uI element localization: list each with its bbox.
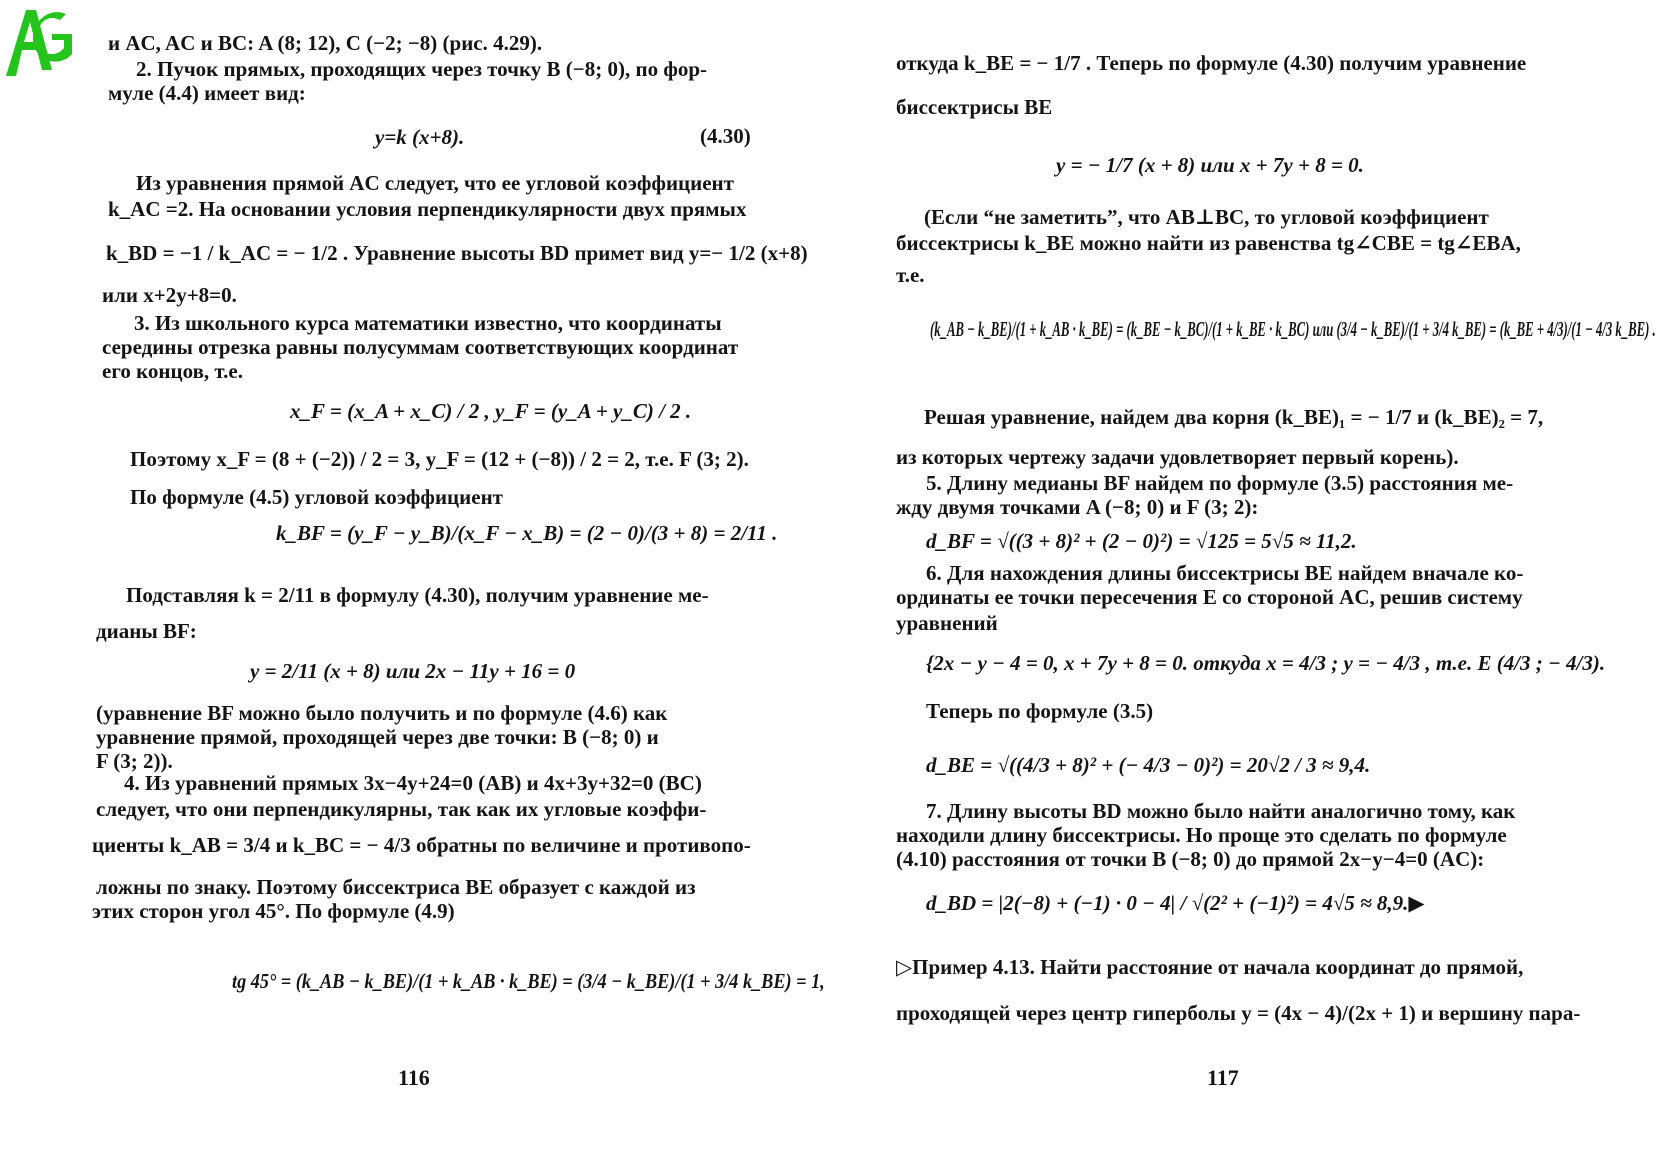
text-line: и AC, AC и BC: A (8; 12), C (−2; −8) (рис. 4.29). bbox=[108, 31, 543, 55]
formula-line: y = 2/11 (x + 8) или 2x − 11y + 16 = 0 bbox=[250, 659, 576, 683]
text-line: уравнений bbox=[896, 611, 998, 635]
formula-line: d_BD = |2(−8) + (−1) · 0 − 4| / √(2² + (−1)²) = 4√5 ≈ 8,9.▶ bbox=[926, 891, 1425, 915]
formula-line: y = − 1/7 (x + 8) или x + 7y + 8 = 0. bbox=[1056, 153, 1364, 177]
text-line: (4.10) расстояния от точки B (−8; 0) до прямой 2x−y−4=0 (AC): bbox=[896, 847, 1485, 871]
text-line: его концов, т.е. bbox=[102, 359, 243, 383]
formula-line: tg 45° = (k_AB − k_BE)/(1 + k_AB · k_BE) = (3/4 − k_BE)/(1 + 3/4 k_BE) = 1, bbox=[232, 969, 825, 993]
text-line: этих сторон угол 45°. По формуле (4.9) bbox=[92, 899, 455, 923]
text-line: 5. Длину медианы BF найдем по формуле (3.5) расстояния ме- bbox=[926, 471, 1514, 495]
text-line: муле (4.4) имеет вид: bbox=[108, 81, 306, 105]
formula-line: k_BF = (y_F − y_B)/(x_F − x_B) = (2 − 0)/(3 + 8) = 2/11 . bbox=[276, 521, 778, 545]
equation-number-4-30: (4.30) bbox=[700, 124, 751, 148]
text-line: жду двумя точками A (−8; 0) и F (3; 2): bbox=[896, 495, 1259, 519]
text-line: биссектрисы BE bbox=[896, 95, 1053, 119]
text-line: циенты k_AB = 3/4 и k_BC = − 4/3 обратны по величине и противопо- bbox=[92, 833, 751, 857]
text-line: Из уравнения прямой AC следует, что ее угловой коэффициент bbox=[136, 171, 734, 195]
text-line: или x+2y+8=0. bbox=[102, 283, 237, 307]
text-line: ординаты ее точки пересечения E со стороной AC, решив систему bbox=[896, 585, 1523, 609]
text-line: 3. Из школьного курса математики известно, что координаты bbox=[134, 311, 722, 335]
text-line: Теперь по формуле (3.5) bbox=[926, 699, 1154, 723]
text-line: Решая уравнение, найдем два корня (k_BE)₁ = − 1/7 и (k_BE)₂ = 7, bbox=[924, 405, 1544, 429]
right-page bbox=[896, 0, 1662, 1161]
text-line: По формуле (4.5) угловой коэффициент bbox=[130, 485, 503, 509]
text-line: Подставляя k = 2/11 в формулу (4.30), получим уравнение ме- bbox=[126, 583, 709, 607]
text-line: 4. Из уравнений прямых 3x−4y+24=0 (AB) и 4x+3y+32=0 (BC) bbox=[124, 771, 702, 795]
text-line: 7. Длину высоты BD можно было найти аналогично тому, как bbox=[926, 799, 1516, 823]
page-number-left: 116 bbox=[398, 1065, 430, 1090]
formula-line: d_BE = √((4/3 + 8)² + (− 4/3 − 0)²) = 20√2 / 3 ≈ 9,4. bbox=[926, 753, 1371, 777]
formula-line: d_BF = √((3 + 8)² + (2 − 0)²) = √125 = 5√5 ≈ 11,2. bbox=[926, 529, 1357, 553]
text-line: дианы BF: bbox=[96, 619, 197, 643]
text-line: середины отрезка равны полусуммам соответствующих координат bbox=[102, 335, 739, 359]
page-number-right: 117 bbox=[1207, 1065, 1239, 1090]
text-line: ложны по знаку. Поэтому биссектриса BE образует с каждой из bbox=[96, 875, 696, 899]
text-line: т.е. bbox=[896, 263, 925, 287]
text-line: из которых чертежу задачи удовлетворяет первый корень). bbox=[896, 445, 1459, 469]
text-line: находили длину биссектрисы. Но проще это сделать по формуле bbox=[896, 823, 1507, 847]
text-line: уравнение прямой, проходящей через две точки: B (−8; 0) и bbox=[96, 725, 659, 749]
formula-line: y=k (x+8). bbox=[375, 125, 465, 149]
text-line: биссектрисы k_BE можно найти из равенства tg∠CBE = tg∠EBA, bbox=[896, 231, 1521, 255]
text-line: (Если “не заметить”, что AB⊥BC, то угловой коэффициент bbox=[924, 205, 1489, 229]
text-line: F (3; 2)). bbox=[96, 749, 173, 773]
formula-line: {2x − y − 4 = 0, x + 7y + 8 = 0. откуда x = 4/3 ; y = − 4/3 , т.е. E (4/3 ; − 4/3). bbox=[926, 651, 1606, 675]
text-line: ▷Пример 4.13. Найти расстояние от начала координат до прямой, bbox=[896, 955, 1524, 979]
text-line: 2. Пучок прямых, проходящих через точку B (−8; 0), по фор- bbox=[136, 57, 708, 81]
text-line: 6. Для нахождения длины биссектрисы BE найдем вначале ко- bbox=[926, 561, 1524, 585]
text-line: k_BD = −1 / k_AC = − 1/2 . Уравнение высоты BD примет вид y=− 1/2 (x+8) bbox=[106, 241, 808, 265]
text-line: (уравнение BF можно было получить и по формуле (4.6) как bbox=[96, 701, 668, 725]
text-line: k_AC =2. На основании условия перпендикулярности двух прямых bbox=[108, 197, 747, 221]
text-line: следует, что они перпендикулярны, так как их угловые коэффи- bbox=[96, 797, 707, 821]
formula-line: x_F = (x_A + x_C) / 2 , y_F = (y_A + y_C) / 2 . bbox=[290, 399, 692, 423]
text-line: проходящей через центр гиперболы y = (4x − 4)/(2x + 1) и вершину пара- bbox=[896, 1001, 1581, 1025]
formula-line: (k_AB − k_BE)/(1 + k_AB · k_BE) = (k_BE − k_BC)/(1 + k_BE · k_BC) или (3/4 − k_BE)/(1 + 3/4 k_BE) = (k_BE + 4/3)/(1 − 4/3 k_BE) . bbox=[930, 317, 1656, 341]
text-line: Поэтому x_F = (8 + (−2)) / 2 = 3, y_F = (12 + (−8)) / 2 = 2, т.е. F (3; 2). bbox=[130, 447, 749, 471]
text-line: откуда k_BE = − 1/7 . Теперь по формуле (4.30) получим уравнение bbox=[896, 51, 1527, 75]
